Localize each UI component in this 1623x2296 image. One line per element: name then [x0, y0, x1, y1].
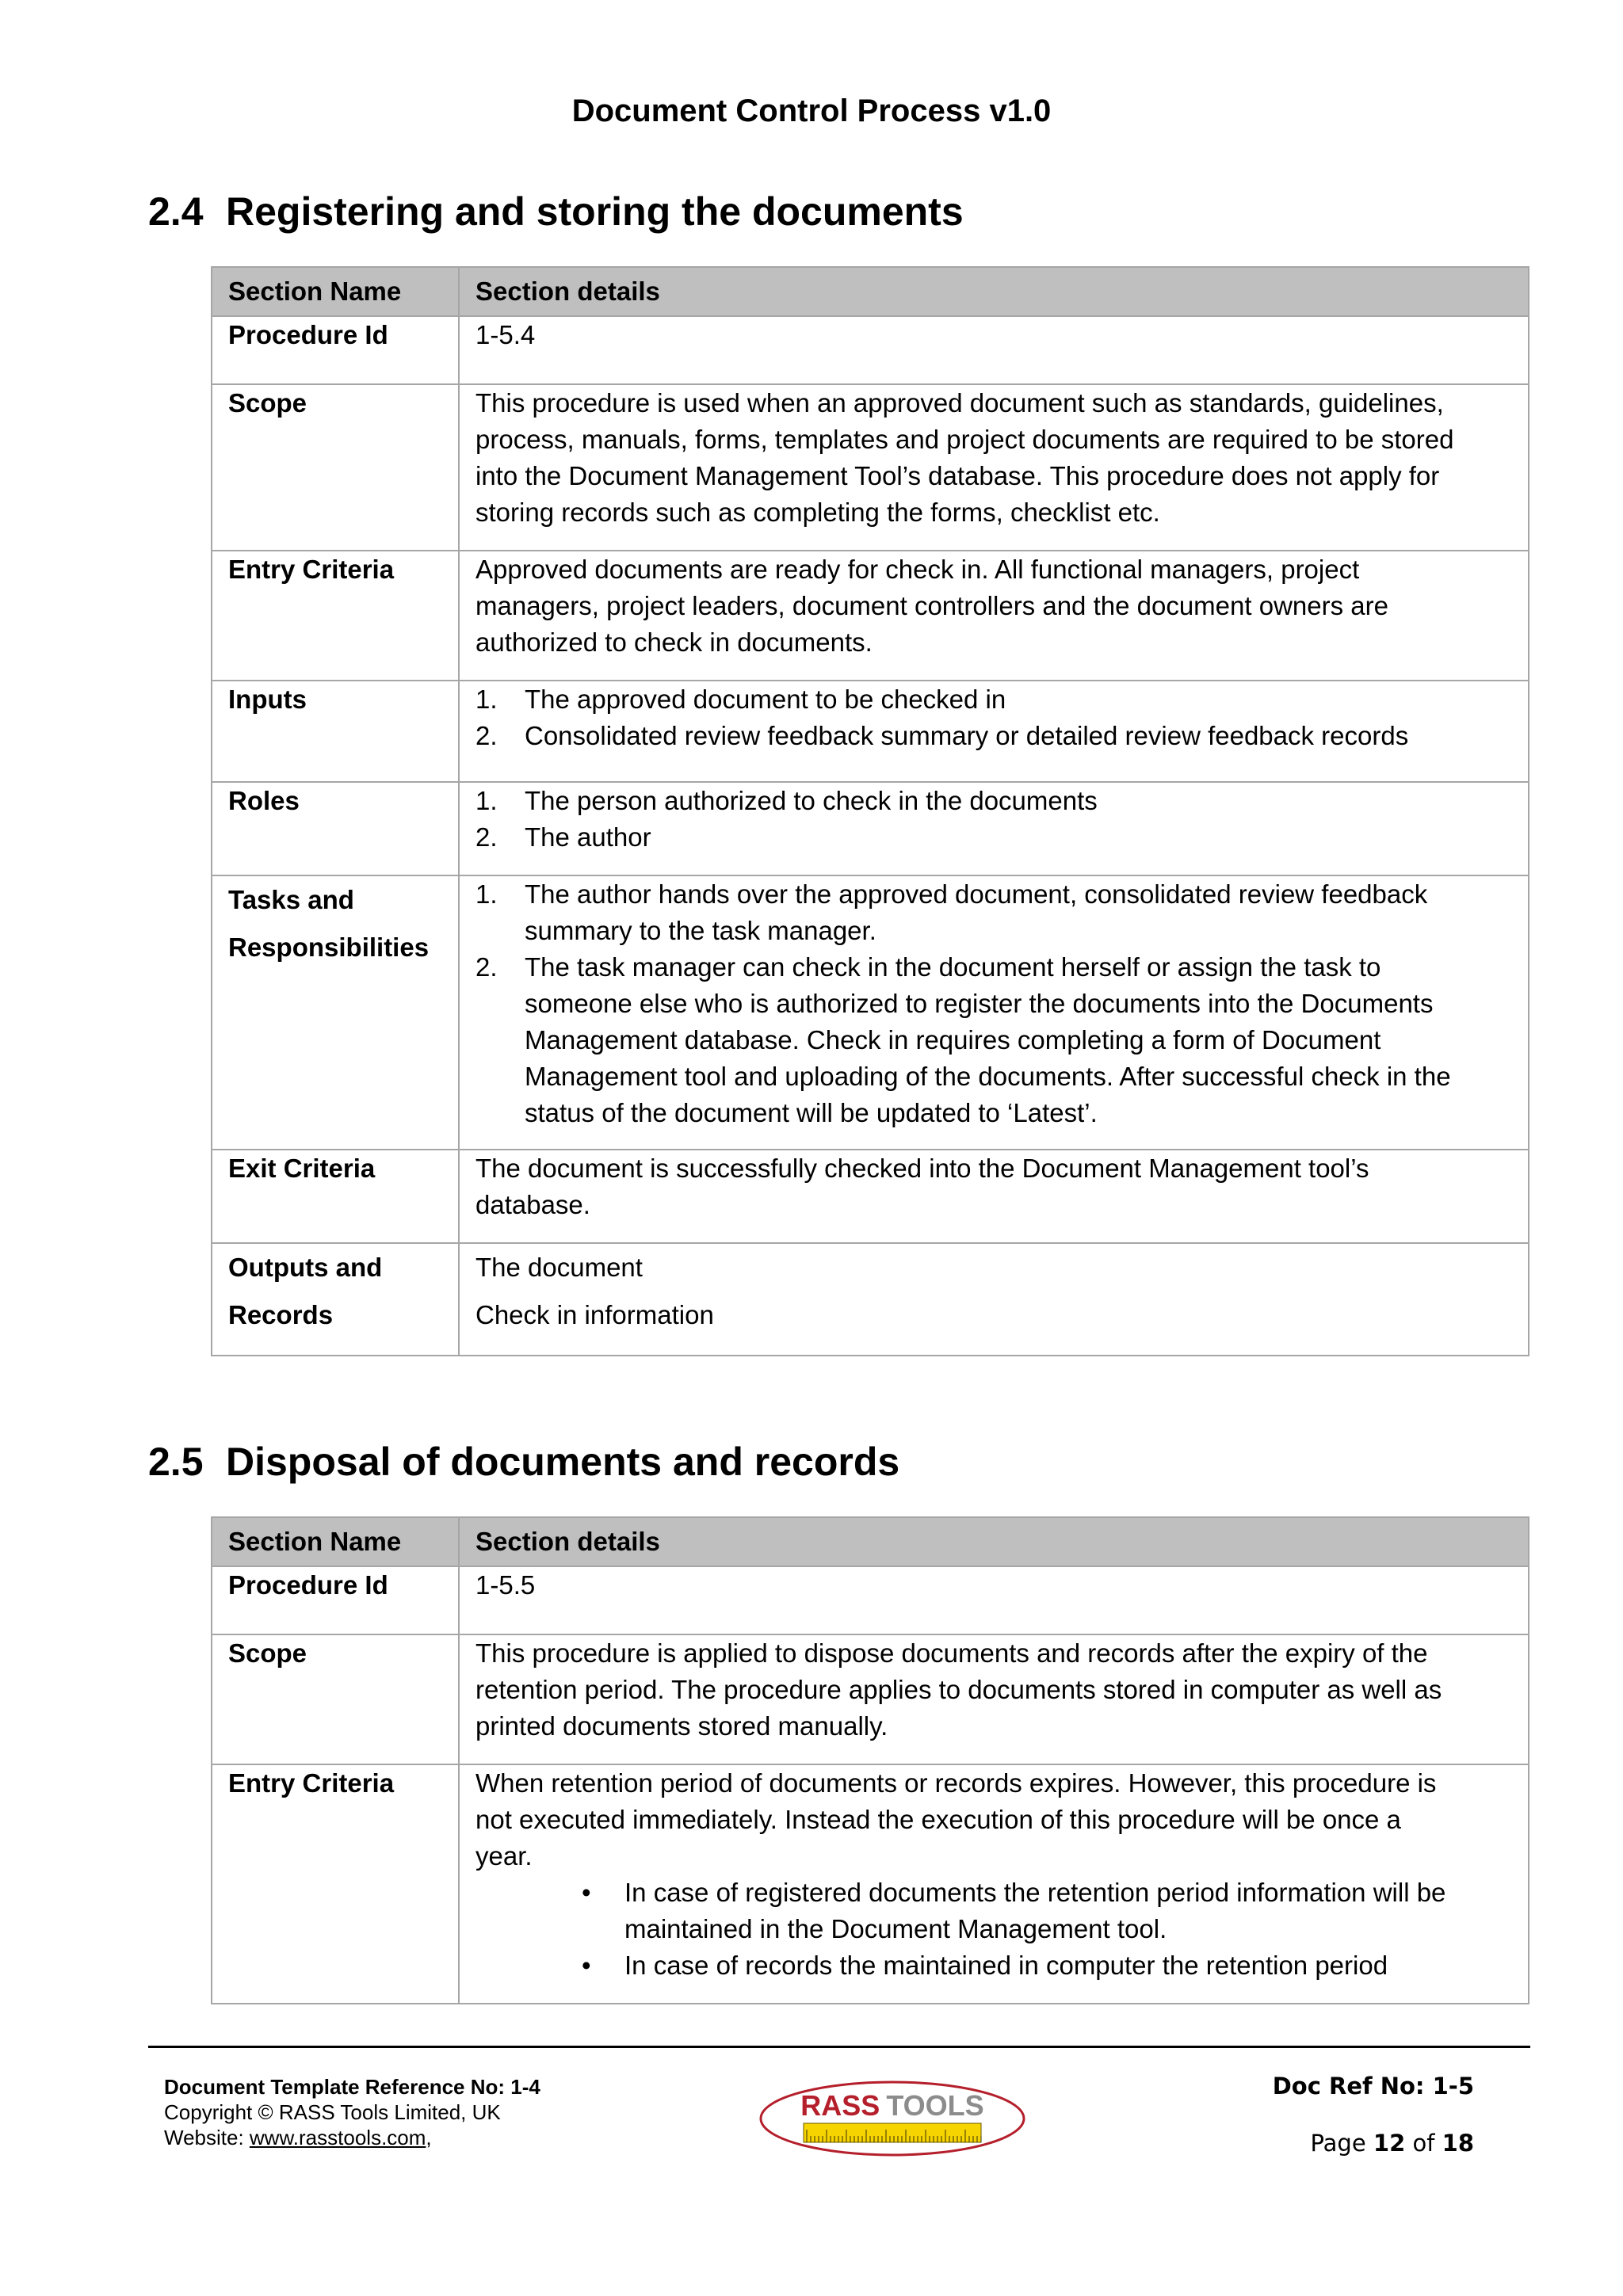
text-line: The document is successfully checked into the Document Management tool’s	[475, 1154, 1369, 1183]
website-label: Website:	[164, 2126, 250, 2149]
list-number: 2.	[475, 952, 498, 982]
procedure-table-2-4	[211, 266, 1529, 1356]
row-label: Roles	[212, 782, 459, 875]
section-title: Disposal of documents and records	[226, 1440, 900, 1484]
table-row-entry-criteria	[212, 551, 1529, 681]
footer-right	[1189, 2073, 1474, 2157]
table-header-row	[212, 267, 1529, 316]
text-line: retention period. The procedure applies to documents stored in computer as well as	[475, 1675, 1442, 1704]
label-line: Records	[228, 1300, 334, 1329]
table-header-row	[212, 1517, 1529, 1566]
text-line: In case of records the maintained in computer the retention period	[624, 1951, 1388, 1980]
table-row-entry-criteria	[212, 1764, 1529, 2004]
label-line: Tasks and	[228, 885, 354, 914]
svg-text:RASSTOOLS	[800, 2089, 983, 2122]
column-header-section-name: Section Name	[212, 1517, 459, 1566]
procedure-table-2-5	[211, 1516, 1529, 2004]
text-line: Approved documents are ready for check in. All functional managers, project	[475, 555, 1360, 584]
page-of: of	[1412, 2130, 1435, 2157]
list-item	[475, 819, 1514, 856]
text-line: Management tool and uploading of the documents. After successful check in the	[525, 1062, 1451, 1091]
text-line: someone else who is authorized to register the documents into the Documents	[525, 989, 1434, 1018]
table-row-tasks	[212, 875, 1529, 1150]
row-label: Inputs	[212, 681, 459, 782]
section-title: Registering and storing the documents	[226, 189, 964, 234]
section-number: 2.4	[148, 189, 204, 234]
row-label: Procedure Id	[212, 316, 459, 384]
logo-text-a: RASS	[800, 2089, 880, 2122]
website-line	[164, 2125, 540, 2150]
bullet-item	[475, 1947, 1514, 1984]
label-line: Outputs and	[228, 1253, 383, 1282]
label-line: Responsibilities	[228, 933, 430, 962]
inputs-list	[475, 681, 1514, 754]
table-row-procedure-id	[212, 1566, 1529, 1634]
text-line: Check in information	[475, 1300, 714, 1329]
list-item	[475, 718, 1514, 754]
list-number: 2.	[475, 822, 498, 852]
row-label: Entry Criteria	[212, 551, 459, 681]
row-label: Scope	[212, 1634, 459, 1764]
website-link[interactable]: www.rasstools.com	[249, 2126, 426, 2149]
bullet-icon: •	[582, 1951, 591, 1980]
footer-left	[164, 2074, 540, 2150]
entry-criteria-text	[459, 551, 1529, 681]
text-line: summary to the task manager.	[525, 916, 876, 945]
row-label	[212, 1243, 459, 1356]
footer-divider	[148, 2046, 1530, 2048]
text-line: authorized to check in documents.	[475, 627, 873, 657]
entry-criteria-bullets	[475, 1875, 1514, 1984]
table-row-scope	[212, 1634, 1529, 1764]
text-line: This procedure is used when an approved document such as standards, guidelines,	[475, 388, 1444, 418]
bullet-item	[475, 1875, 1514, 1947]
exit-criteria-text	[459, 1150, 1529, 1243]
tasks-list-cell	[459, 875, 1529, 1150]
text-line: The document	[475, 1253, 643, 1282]
text-line: When retention period of documents or records expires. However, this procedure is	[475, 1768, 1437, 1798]
procedure-id-value: 1-5.5	[459, 1566, 1529, 1634]
row-label	[212, 875, 459, 1150]
text-line: Management database. Check in requires completing a form of Document	[525, 1025, 1381, 1055]
list-text: The approved document to be checked in	[525, 685, 1006, 714]
scope-text	[459, 1634, 1529, 1764]
bullet-icon: •	[582, 1878, 591, 1907]
row-label: Procedure Id	[212, 1566, 459, 1634]
text-line: storing records such as completing the forms, checklist etc.	[475, 498, 1160, 527]
text-line: printed documents stored manually.	[475, 1711, 888, 1741]
table-row-scope	[212, 384, 1529, 551]
template-reference: Document Template Reference No: 1-4	[164, 2075, 540, 2099]
logo-text-b: TOOLS	[886, 2089, 984, 2122]
text-line: into the Document Management Tool’s database. This procedure does not apply for	[475, 461, 1440, 490]
page-total: 18	[1442, 2130, 1474, 2157]
list-number: 2.	[475, 721, 498, 750]
text-line: In case of registered documents the retention period information will be	[624, 1878, 1446, 1907]
column-header-section-details: Section details	[459, 1517, 1529, 1566]
text-line: status of the document will be updated to ‘Latest’.	[525, 1098, 1098, 1127]
text-line: The author hands over the approved document, consolidated review feedback	[525, 879, 1428, 909]
list-number: 1.	[475, 786, 498, 815]
list-item	[475, 783, 1514, 819]
roles-list-cell	[459, 782, 1529, 875]
document-header-title: Document Control Process v1.0	[571, 93, 1052, 128]
rass-tools-logo	[758, 2079, 1027, 2158]
text-line: database.	[475, 1190, 590, 1219]
section-2-4-heading	[148, 189, 964, 235]
list-text: Consolidated review feedback summary or detailed review feedback records	[525, 721, 1409, 750]
list-text: The person authorized to check in the documents	[525, 786, 1098, 815]
list-text: The author	[525, 822, 651, 852]
page-prefix: Page	[1310, 2130, 1366, 2157]
table-row-exit-criteria	[212, 1150, 1529, 1243]
text-line: maintained in the Document Management tool.	[624, 1914, 1167, 1943]
text-line: process, manuals, forms, templates and project documents are required to be stored	[475, 425, 1454, 454]
page-current: 12	[1373, 2130, 1406, 2157]
column-header-section-name: Section Name	[212, 267, 459, 316]
table-row-inputs	[212, 681, 1529, 782]
copyright: Copyright © RASS Tools Limited, UK	[164, 2100, 501, 2124]
row-label: Entry Criteria	[212, 1764, 459, 2004]
text-line: managers, project leaders, document controllers and the document owners are	[475, 591, 1388, 620]
table-row-roles	[212, 782, 1529, 875]
text-line: This procedure is applied to dispose documents and records after the expiry of the	[475, 1638, 1428, 1668]
text-line: not executed immediately. Instead the execution of this procedure will be once a	[475, 1805, 1401, 1834]
section-2-5-heading	[148, 1439, 899, 1485]
inputs-list-cell	[459, 681, 1529, 782]
roles-list	[475, 783, 1514, 856]
list-number: 1.	[475, 685, 498, 714]
row-label: Scope	[212, 384, 459, 551]
row-label: Exit Criteria	[212, 1150, 459, 1243]
website-suffix: ,	[426, 2126, 432, 2149]
procedure-id-value: 1-5.4	[459, 316, 1529, 384]
section-number: 2.5	[148, 1440, 204, 1484]
doc-ref: Doc Ref No: 1-5	[1272, 2073, 1474, 2100]
entry-criteria-text	[459, 1764, 1529, 2004]
table-row-outputs	[212, 1243, 1529, 1356]
text-line: year.	[475, 1841, 533, 1871]
outputs-text	[459, 1243, 1529, 1356]
column-header-section-details: Section details	[459, 267, 1529, 316]
list-item	[475, 681, 1514, 718]
text-line: The task manager can check in the document herself or assign the task to	[525, 952, 1381, 982]
page-number	[1189, 2130, 1474, 2157]
scope-text	[459, 384, 1529, 551]
list-item	[475, 876, 1514, 949]
list-item	[475, 949, 1514, 1131]
table-row-procedure-id	[212, 316, 1529, 384]
tasks-list	[475, 876, 1514, 1131]
list-number: 1.	[475, 879, 498, 909]
